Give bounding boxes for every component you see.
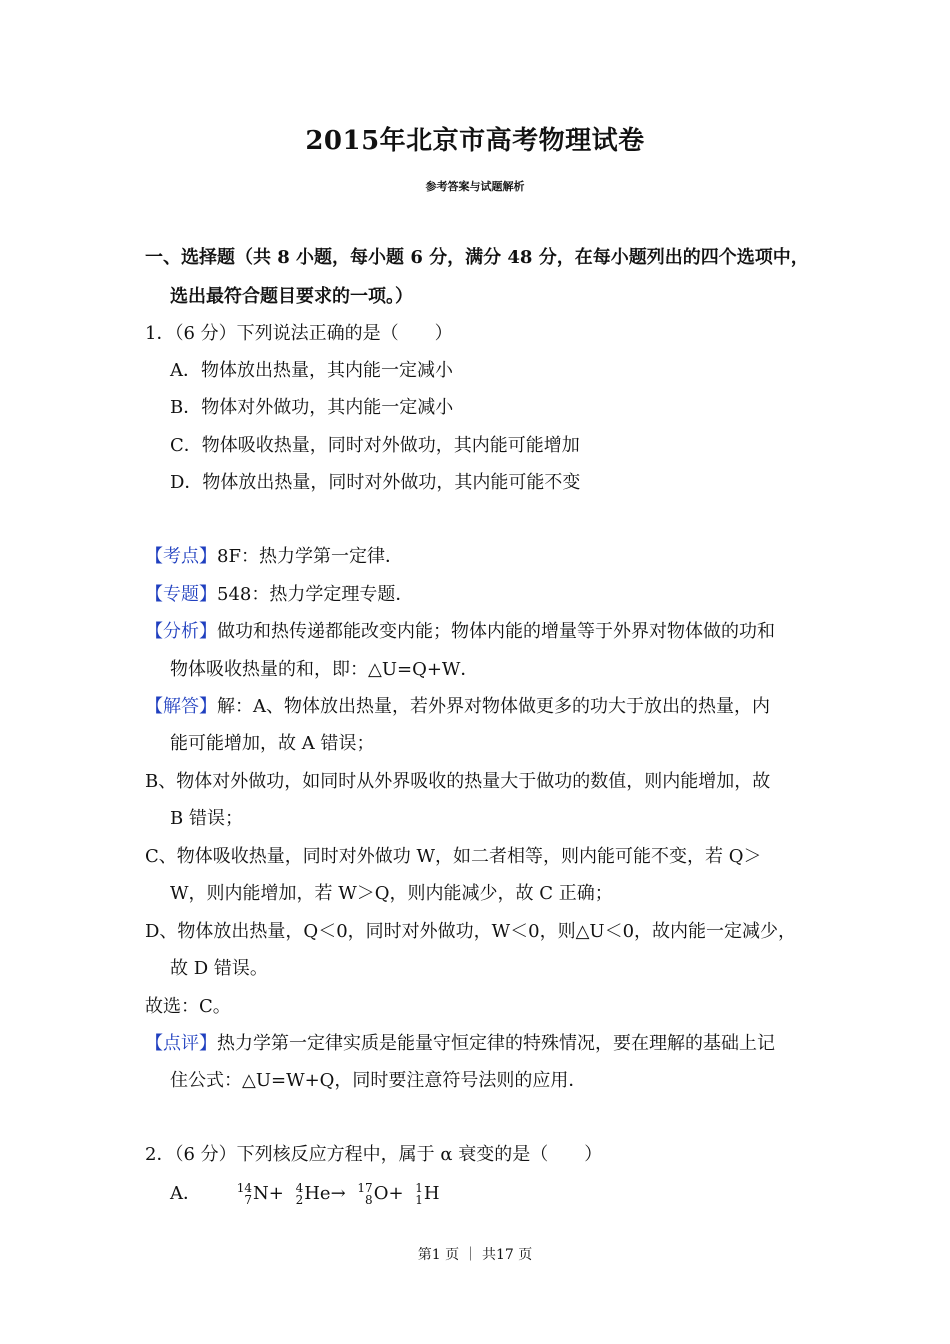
helium-mass-number: 4 [295,1181,304,1195]
solution-d-line1: D、物体放出热量，Q＜0，同时对外做功，W＜0，则△U＜0，故内能一定减少， [145,921,797,942]
jieda-text-line1: 解：A、物体放出热量，若外界对物体做更多的功大于放出的热量，内 [217,696,770,717]
dianping-text-line1: 热力学第一定律实质是能量守恒定律的特殊情况，要在理解的基础上记 [217,1033,775,1054]
jieda-tag: 【解答】 [145,696,217,717]
fenxi-text-line2: 物体吸收热量的和，即：△U=Q+W． [170,659,479,680]
helium-atomic-number: 2 [295,1193,304,1207]
solution-d-line2: 故 D 错误。 [170,958,268,979]
section-heading-line2: 选出最符合题目要求的一项。） [170,286,413,307]
dianping-text-line2: 住公式：△U=W+Q，同时要注意符号法则的应用． [170,1070,587,1091]
zhuanti-tag: 【专题】 [145,584,217,605]
answer-line: 故选：C。 [145,996,231,1017]
oxygen-symbol: O+ [373,1183,404,1204]
fenxi-text-line1: 做功和热传递都能改变内能；物体内能的增量等于外界对物体做的功和 [217,621,775,642]
page-footer: 第1 页 ｜ 共17 页 [417,1247,533,1263]
solution-c-line1: C、物体吸收热量，同时对外做功 W，如二者相等，则内能可能不变，若 Q＞ [145,846,762,867]
solution-c-line2: W，则内能增加，若 W＞Q，则内能减少，故 C 正确； [170,883,613,904]
zhuanti-text: 548：热力学定理专题． [217,584,414,605]
helium-isotope-numbers [296,1182,304,1206]
dianping-row [145,1032,775,1056]
oxygen-atomic-number: 8 [365,1193,373,1207]
jieda-text-line2: 能可能增加，故 A 错误； [170,733,375,754]
solution-b-line1: B、物体对外做功，如同时从外界吸收的热量大于做功的数值，则内能增加，故 [145,771,771,792]
nitrogen-atomic-number: 7 [244,1193,253,1207]
jieda-row [145,695,770,719]
solution-b-line2: B 错误； [170,808,243,829]
question-1-option-a: A．物体放出热量，其内能一定减小 [170,360,453,381]
fenxi-row [145,620,775,644]
question-1-option-c: C．物体吸收热量，同时对外做功，其内能可能增加 [170,435,580,456]
question-1-stem: 1．（6 分）下列说法正确的是（ ） [145,323,453,344]
question-2-option-a [170,1182,440,1206]
hydrogen-isotope-numbers [415,1182,423,1206]
question-1-option-d: D．物体放出热量，同时对外做功，其内能可能不变 [170,472,581,493]
oxygen-mass-number: 17 [357,1181,373,1195]
question-1-option-b: B．物体对外做功，其内能一定减小 [170,397,454,418]
question-2-stem: 2．（6 分）下列核反应方程中，属于 α 衰变的是（ ） [145,1144,603,1165]
section-heading-line1: 一、选择题（共 8 小题，每小题 6 分，满分 48 分，在每小题列出的四个选项中， [145,247,809,268]
kaodian-row [145,545,403,569]
fenxi-tag: 【分析】 [145,621,217,642]
hydrogen-symbol: H [423,1183,440,1204]
zhuanti-row [145,583,413,607]
option-a-label: A． [170,1183,201,1204]
kaodian-tag: 【考点】 [145,546,217,567]
hydrogen-mass-number: 1 [415,1181,423,1195]
page-title: 2015年北京市高考物理试卷 [305,126,645,156]
nitrogen-isotope-numbers [237,1182,252,1206]
hydrogen-atomic-number: 1 [415,1193,423,1207]
page-subtitle: 参考答案与试题解析 [425,180,525,193]
nitrogen-symbol: N+ [253,1183,284,1204]
dianping-tag: 【点评】 [145,1033,217,1054]
helium-symbol: He→ [304,1183,346,1204]
kaodian-text: 8F：热力学第一定律． [217,546,403,567]
oxygen-isotope-numbers [357,1182,372,1206]
nitrogen-mass-number: 14 [236,1181,253,1195]
